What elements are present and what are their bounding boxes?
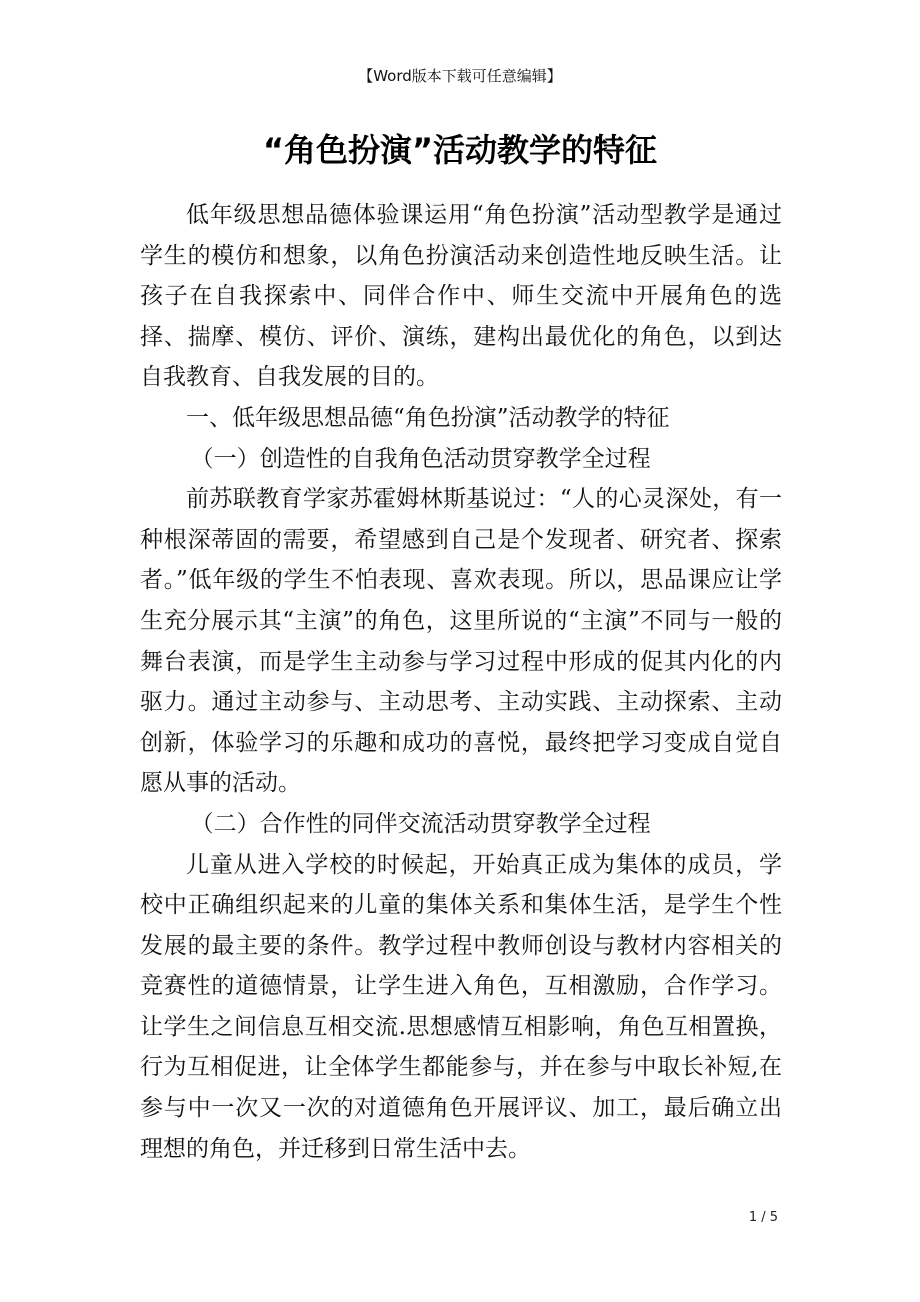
document-body [140,195,782,1169]
paragraph-self-role: 前苏联教育学家苏霍姆林斯基说过：“人的心灵深处，有一种根深蒂固的需要，希望感到自己是个发现者、研究者、探索者。”低年级的学生不怕表现、喜欢表现。所以，思品课应让学生充分展示其“主演”的角色，这里所说的“主演”不同与一般的舞台表演，而是学生主动参与学习过程中形成的促其内化的内驱力。通过主动参与、主动思考、主动实践、主动探索、主动创新，体验学习的乐趣和成功的喜悦，最终把学习变成自觉自愿从事的活动。 [140,486,782,797]
document-title: “角色扮演”活动教学的特征 [262,131,658,169]
paragraph-intro: 低年级思想品德体验课运用“角色扮演”活动型教学是通过学生的模仿和想象，以角色扮演活动来创造性地反映生活。让孩子在自我探索中、同伴合作中、师生交流中开展角色的选择、揣摩、模仿、评价、演练，建构出最优化的角色，以到达自我教育、自我发展的目的。 [140,202,782,391]
section-heading: 一、低年级思想品德“角色扮演”活动教学的特征 [186,404,670,431]
subsection-heading-1: （一）创造性的自我角色活动贯穿教学全过程 [190,445,651,472]
paragraph-peer-cooperation: 儿童从进入学校的时候起，开始真正成为集体的成员，学校中正确组织起来的儿童的集体关系和集体生活，是学生个性发展的最主要的条件。教学过程中教师创设与教材内容相关的竞赛性的道德情景，让学生进入角色，互相激励，合作学习。让学生之间信息互相交流.思想感情互相影响，角色互相置换，行为互相促进，让全体学生都能参与，并在参与中取长补短,在参与中一次又一次的对道德角色开展评议、加工，最后确立出理想的角色，并迁移到日常生活中去。 [140,851,782,1162]
page-number: 1 / 5 [748,1210,778,1225]
page-header-banner: 【Word版本下载可任意编辑】 [358,67,562,85]
subsection-heading-2: （二）合作性的同伴交流活动贯穿教学全过程 [190,810,651,837]
